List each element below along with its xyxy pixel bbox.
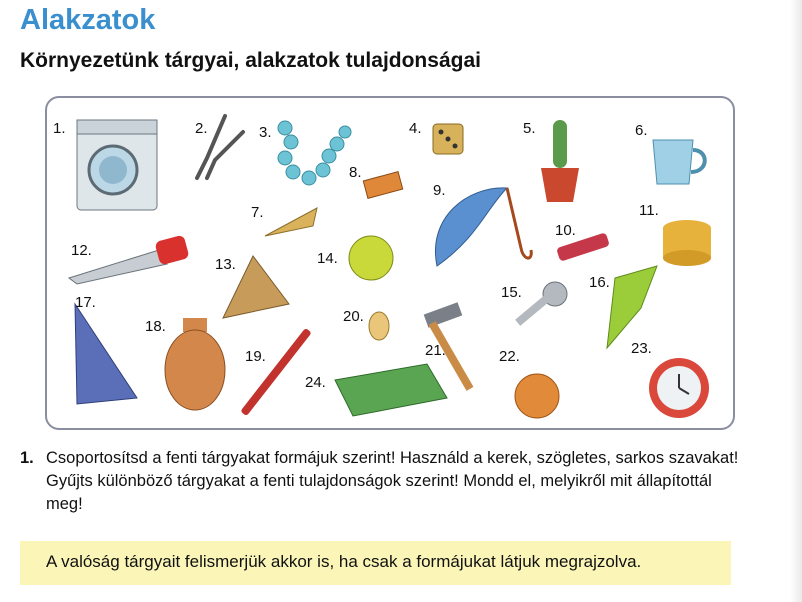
item-label-17: 17. xyxy=(75,294,96,311)
matchbox-illustration xyxy=(363,172,402,199)
item-label-11: 11. xyxy=(639,202,659,219)
item-label-4: 4. xyxy=(409,120,422,137)
bead-necklace-illustration xyxy=(278,121,351,185)
vase-illustration xyxy=(165,318,225,410)
item-label-21: 21. xyxy=(425,342,446,359)
cactus-illustration xyxy=(541,120,579,202)
exercise-number: 1. xyxy=(20,449,34,467)
item-label-8: 8. xyxy=(349,164,362,181)
item-label-7: 7. xyxy=(251,204,264,221)
summary-note-text: A valóság tárgyait felismerjük akkor is, ha csak a formájukat látjuk megrajzolva. xyxy=(46,552,642,571)
item-label-2: 2. xyxy=(195,120,208,137)
tennis-ball-illustration xyxy=(349,236,393,280)
objects-illustration-frame xyxy=(45,96,735,430)
key-illustration xyxy=(515,282,567,326)
item-label-1: 1. xyxy=(53,120,66,137)
yarn-ball-illustration xyxy=(515,374,559,418)
page-title: Alakzatok xyxy=(20,4,156,36)
item-label-10: 10. xyxy=(555,222,576,239)
item-label-19: 19. xyxy=(245,348,266,365)
wizard-hat-illustration xyxy=(75,304,137,404)
round-tin-illustration xyxy=(663,220,711,266)
ice-cream-cone-illustration xyxy=(265,208,317,236)
item-label-14: 14. xyxy=(317,250,338,267)
item-label-3: 3. xyxy=(259,124,272,141)
item-label-20: 20. xyxy=(343,308,364,325)
item-label-12: 12. xyxy=(71,242,92,259)
book-illustration xyxy=(335,364,447,416)
scan-edge xyxy=(790,0,802,602)
item-label-6: 6. xyxy=(635,122,648,139)
dice-illustration xyxy=(433,124,463,154)
mug-illustration xyxy=(653,140,705,184)
objects-illustration xyxy=(47,98,733,428)
pen-illustration xyxy=(240,328,312,416)
alarm-clock-illustration xyxy=(649,358,709,418)
exercise-instruction-2: Gyűjts különböző tárgyakat a fenti tulajdonságok szerint! Mondd el, melyikről mit állapítottál meg! xyxy=(46,472,712,513)
washing-machine-illustration xyxy=(77,120,157,210)
item-label-18: 18. xyxy=(145,318,166,335)
item-label-24: 24. xyxy=(305,374,326,391)
item-label-22: 22. xyxy=(499,348,520,365)
exercise-instruction-1: Csoportosítsd a fenti tárgyakat formájuk szerint! Használd a kerek, szögletes, sarkos szavakat! xyxy=(46,449,739,467)
funnel-illustration xyxy=(607,266,657,348)
summary-note-box xyxy=(20,541,731,585)
item-label-5: 5. xyxy=(523,120,536,137)
item-label-15: 15. xyxy=(501,284,522,301)
item-label-16: 16. xyxy=(589,274,610,291)
item-label-23: 23. xyxy=(631,340,652,357)
exercise-1 xyxy=(20,447,740,516)
page-subtitle: Környezetünk tárgyai, alakzatok tulajdonságai xyxy=(20,49,481,72)
item-label-9: 9. xyxy=(433,182,446,199)
umbrella-illustration xyxy=(435,188,531,266)
item-label-13: 13. xyxy=(215,256,236,273)
egg-illustration xyxy=(369,312,389,340)
